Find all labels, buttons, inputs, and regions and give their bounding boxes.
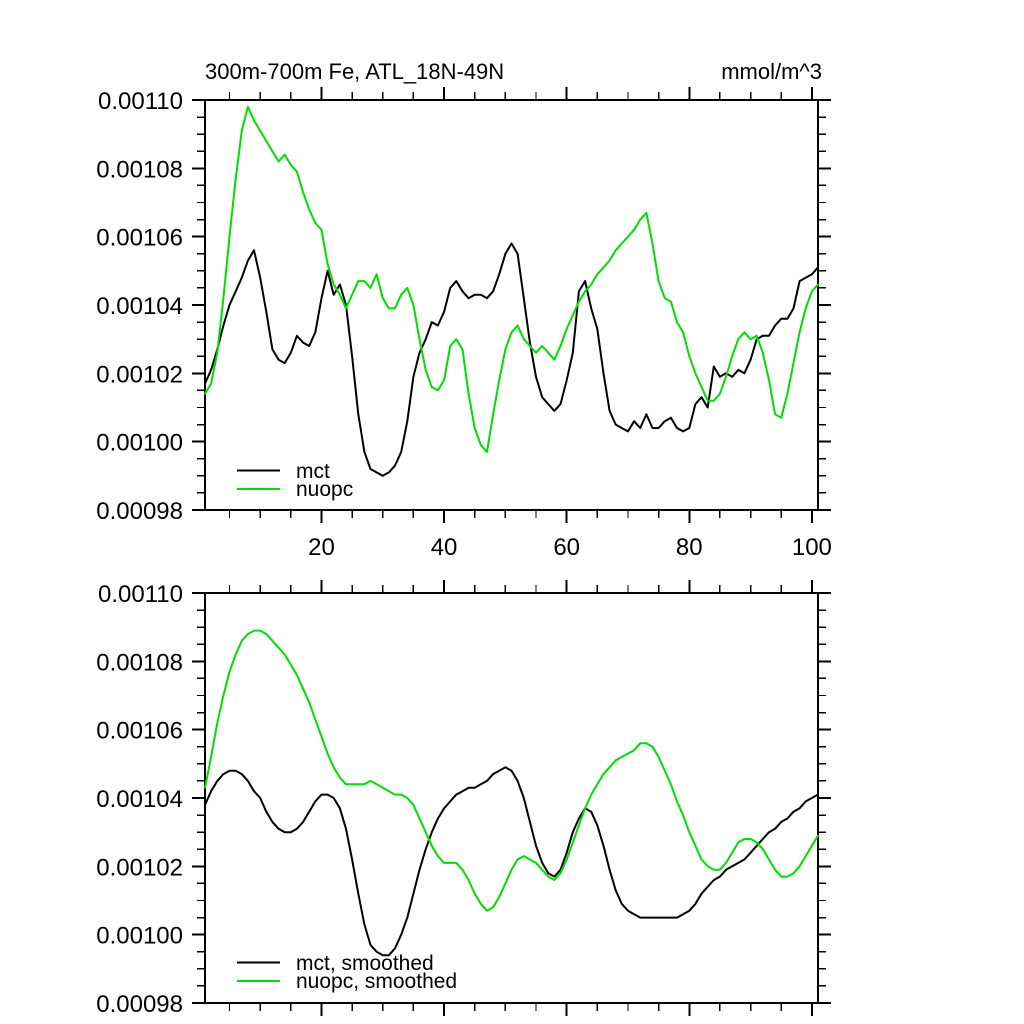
x-tick-label: 80	[675, 534, 703, 561]
series-line-mct	[205, 244, 818, 476]
panel-top	[96, 59, 832, 561]
panel-top-plot-area	[96, 87, 832, 561]
y-tick-label: 0.00108	[96, 649, 183, 677]
y-tick-label: 0.00108	[96, 156, 183, 184]
chart-title: 300m-700m Fe, ATL_18N-49N	[205, 59, 505, 84]
x-tick-label: 40	[430, 534, 458, 561]
x-tick-label: 60	[553, 534, 581, 561]
legend-label-nuopc: nuopc	[296, 478, 354, 501]
legend-top	[237, 460, 353, 501]
units-label: mmol/m^3	[721, 59, 822, 84]
y-tick-label: 0.00098	[96, 498, 183, 525]
legend-label-mct-smoothed: mct, smoothed	[296, 952, 434, 975]
y-tick-label: 0.00104	[96, 786, 183, 813]
panel-bottom	[96, 580, 831, 1018]
y-tick-label: 0.00106	[96, 717, 183, 745]
axes-box	[192, 580, 831, 1016]
y-tick-label: 0.00100	[96, 429, 183, 457]
x-tick-label: 20	[308, 534, 335, 561]
plot-frame	[205, 100, 818, 510]
y-tick-label: 0.00102	[96, 361, 183, 389]
series-line-nuopc	[205, 107, 818, 452]
panel-bottom-plot-area	[96, 580, 831, 1018]
legend-bottom	[237, 952, 457, 993]
y-tick-label: 0.00110	[98, 88, 183, 115]
y-tick-label: 0.00100	[96, 922, 183, 950]
y-tick-label: 0.00104	[96, 293, 183, 320]
y-tick-label: 0.00106	[96, 224, 183, 252]
y-tick-label: 0.00110	[98, 581, 183, 608]
axes-box	[192, 87, 831, 523]
y-tick-label: 0.00098	[96, 991, 183, 1018]
x-tick-label: 100	[791, 534, 832, 561]
legend-label-mct: mct	[296, 460, 330, 483]
legend-label-nuopc-smoothed: nuopc, smoothed	[296, 970, 458, 993]
plot-frame	[205, 593, 818, 1003]
y-tick-label: 0.00102	[96, 854, 183, 882]
